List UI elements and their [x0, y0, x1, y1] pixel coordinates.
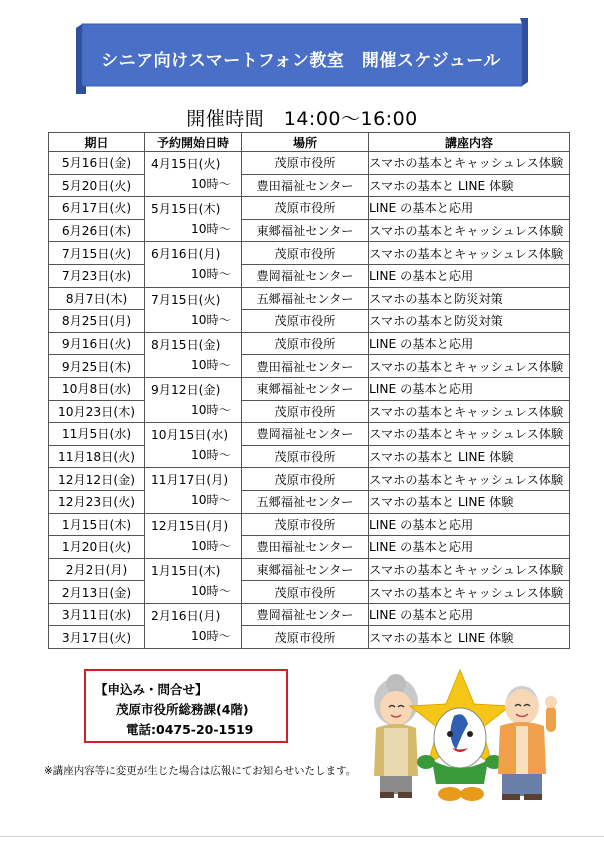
session-date-cell: 1月15日(木)	[49, 513, 145, 536]
table-row	[49, 310, 570, 333]
venue-cell: 豊田福祉センター	[242, 355, 369, 378]
contact-heading: 【申込み・問合せ】	[95, 682, 208, 697]
header-venue: 場所	[242, 133, 369, 152]
session-date-cell: 1月20日(火)	[49, 536, 145, 559]
reservation-start-time: 10時～	[191, 583, 231, 598]
table-row	[49, 219, 570, 242]
reservation-start-time: 10時～	[191, 357, 231, 372]
table-row	[49, 513, 570, 536]
course-cell: スマホの基本と LINE 体験	[369, 174, 570, 197]
session-date-cell: 12月12日(金)	[49, 468, 145, 491]
session-date-cell: 5月20日(火)	[49, 174, 145, 197]
venue-cell: 豊岡福祉センター	[242, 423, 369, 446]
venue-cell: 茂原市役所	[242, 581, 369, 604]
session-date-cell: 12月23日(火)	[49, 490, 145, 513]
table-row	[49, 287, 570, 310]
contact-box	[84, 669, 288, 743]
table-row	[49, 445, 570, 468]
venue-cell: 五郷福祉センター	[242, 490, 369, 513]
change-notice: ※講座内容等に変更が生じた場合は広報にてお知らせいたします。	[44, 765, 357, 777]
star-mascot-icon	[410, 670, 510, 801]
course-cell: スマホの基本とキャッシュレス体験	[369, 558, 570, 581]
table-row	[49, 264, 570, 287]
course-cell: LINE の基本と応用	[369, 264, 570, 287]
table-row	[49, 242, 570, 265]
venue-cell: 東郷福祉センター	[242, 219, 369, 242]
course-cell: スマホの基本と LINE 体験	[369, 445, 570, 468]
session-date-cell: 8月25日(月)	[49, 310, 145, 333]
course-cell: スマホの基本とキャッシュレス体験	[369, 242, 570, 265]
session-date-cell: 2月2日(月)	[49, 558, 145, 581]
course-cell: スマホの基本とキャッシュレス体験	[369, 400, 570, 423]
course-cell: LINE の基本と応用	[369, 377, 570, 400]
reservation-start-cell	[145, 152, 242, 197]
reservation-start-cell	[145, 468, 242, 513]
course-cell: LINE の基本と応用	[369, 536, 570, 559]
course-cell: スマホの基本と防災対策	[369, 287, 570, 310]
reservation-start-time: 10時～	[191, 448, 231, 463]
table-row	[49, 468, 570, 491]
venue-cell: 五郷福祉センター	[242, 287, 369, 310]
session-date-cell: 6月17日(火)	[49, 197, 145, 220]
table-row	[49, 152, 570, 175]
venue-cell: 東郷福祉センター	[242, 558, 369, 581]
course-cell: LINE の基本と応用	[369, 513, 570, 536]
course-cell: LINE の基本と応用	[369, 603, 570, 626]
footer-divider	[0, 836, 604, 837]
reservation-start-time: 10時～	[191, 538, 231, 553]
session-date-cell: 6月26日(木)	[49, 219, 145, 242]
reservation-start-cell	[145, 513, 242, 558]
reservation-start-cell	[145, 197, 242, 242]
course-cell: スマホの基本とキャッシュレス体験	[369, 152, 570, 175]
reservation-start-cell	[145, 558, 242, 603]
table-row	[49, 197, 570, 220]
session-date-cell: 3月17日(火)	[49, 626, 145, 649]
session-date-cell: 7月15日(火)	[49, 242, 145, 265]
reservation-start-date: 10月15日(水)	[151, 428, 229, 443]
table-row	[49, 536, 570, 559]
table-row	[49, 355, 570, 378]
venue-cell: 豊岡福祉センター	[242, 264, 369, 287]
reservation-start-date: 12月15日(月)	[151, 518, 229, 533]
venue-cell: 茂原市役所	[242, 445, 369, 468]
table-row	[49, 581, 570, 604]
session-date-cell: 11月18日(火)	[49, 445, 145, 468]
table-body	[49, 152, 570, 649]
page-title: シニア向けスマートフォン教室 開催スケジュール	[101, 51, 501, 71]
reservation-start-cell	[145, 332, 242, 377]
reservation-start-date: 11月17日(月)	[151, 473, 229, 488]
senior-woman-icon	[374, 674, 418, 798]
course-cell: スマホの基本とキャッシュレス体験	[369, 468, 570, 491]
table-row	[49, 423, 570, 446]
session-date-cell: 5月16日(金)	[49, 152, 145, 175]
reservation-start-date: 8月15日(金)	[151, 337, 221, 352]
course-cell: スマホの基本とキャッシュレス体験	[369, 423, 570, 446]
venue-cell: 茂原市役所	[242, 332, 369, 355]
venue-cell: 茂原市役所	[242, 197, 369, 220]
reservation-start-cell	[145, 423, 242, 468]
course-cell: スマホの基本と LINE 体験	[369, 626, 570, 649]
reservation-start-time: 10時～	[191, 177, 231, 192]
reservation-start-date: 5月15日(木)	[151, 202, 221, 217]
venue-cell: 茂原市役所	[242, 152, 369, 175]
venue-cell: 茂原市役所	[242, 468, 369, 491]
session-date-cell: 2月13日(金)	[49, 581, 145, 604]
course-cell: スマホの基本と防災対策	[369, 310, 570, 333]
venue-cell: 茂原市役所	[242, 310, 369, 333]
session-date-cell: 9月25日(木)	[49, 355, 145, 378]
session-date-cell: 3月11日(水)	[49, 603, 145, 626]
reservation-start-date: 6月16日(月)	[151, 247, 221, 262]
session-date-cell: 8月7日(木)	[49, 287, 145, 310]
reservation-start-time: 10時～	[191, 267, 231, 282]
contact-phone: 電話:0475-20-1519	[126, 722, 254, 737]
session-date-cell: 9月16日(火)	[49, 332, 145, 355]
venue-cell: 茂原市役所	[242, 242, 369, 265]
header-date: 期日	[49, 133, 145, 152]
venue-cell: 茂原市役所	[242, 513, 369, 536]
session-date-cell: 10月23日(木)	[49, 400, 145, 423]
course-cell: LINE の基本と応用	[369, 332, 570, 355]
session-date-cell: 7月23日(水)	[49, 264, 145, 287]
reservation-start-time: 10時～	[191, 312, 231, 327]
reservation-start-time: 10時～	[191, 222, 231, 237]
session-date-cell: 10月8日(水)	[49, 377, 145, 400]
course-cell: スマホの基本とキャッシュレス体験	[369, 355, 570, 378]
venue-cell: 東郷福祉センター	[242, 377, 369, 400]
header-course: 講座内容	[369, 133, 570, 152]
senior-man-icon	[498, 686, 557, 800]
session-date-cell: 11月5日(水)	[49, 423, 145, 446]
reservation-start-date: 9月12日(金)	[151, 383, 221, 398]
reservation-start-cell	[145, 242, 242, 287]
title-banner	[76, 18, 528, 98]
contact-office: 茂原市役所総務課(4階)	[116, 702, 249, 717]
reservation-start-time: 10時～	[191, 628, 231, 643]
reservation-start-date: 1月15日(木)	[151, 563, 221, 578]
header-start: 予約開始日時	[145, 133, 242, 152]
reservation-start-time: 10時～	[191, 493, 231, 508]
mascot-illustration	[360, 664, 560, 809]
venue-cell: 豊岡福祉センター	[242, 603, 369, 626]
schedule-table	[48, 132, 570, 649]
table-row	[49, 332, 570, 355]
reservation-start-time: 10時～	[191, 403, 231, 418]
reservation-start-cell	[145, 287, 242, 332]
venue-cell: 茂原市役所	[242, 400, 369, 423]
reservation-start-cell	[145, 377, 242, 422]
course-cell: スマホの基本と LINE 体験	[369, 490, 570, 513]
venue-cell: 豊田福祉センター	[242, 536, 369, 559]
course-cell: スマホの基本とキャッシュレス体験	[369, 581, 570, 604]
reservation-start-date: 7月15日(火)	[151, 292, 221, 307]
table-row	[49, 603, 570, 626]
venue-cell: 茂原市役所	[242, 626, 369, 649]
reservation-start-date: 4月15日(火)	[151, 157, 221, 172]
reservation-start-date: 2月16日(月)	[151, 608, 221, 623]
course-cell: LINE の基本と応用	[369, 197, 570, 220]
table-row	[49, 490, 570, 513]
table-row	[49, 174, 570, 197]
table-row	[49, 626, 570, 649]
table-header-row	[49, 133, 570, 152]
venue-cell: 豊田福祉センター	[242, 174, 369, 197]
table-row	[49, 558, 570, 581]
course-cell: スマホの基本とキャッシュレス体験	[369, 219, 570, 242]
table-row	[49, 400, 570, 423]
hours-text: 開催時間 14:00～16:00	[186, 108, 418, 130]
reservation-start-cell	[145, 603, 242, 648]
table-row	[49, 377, 570, 400]
